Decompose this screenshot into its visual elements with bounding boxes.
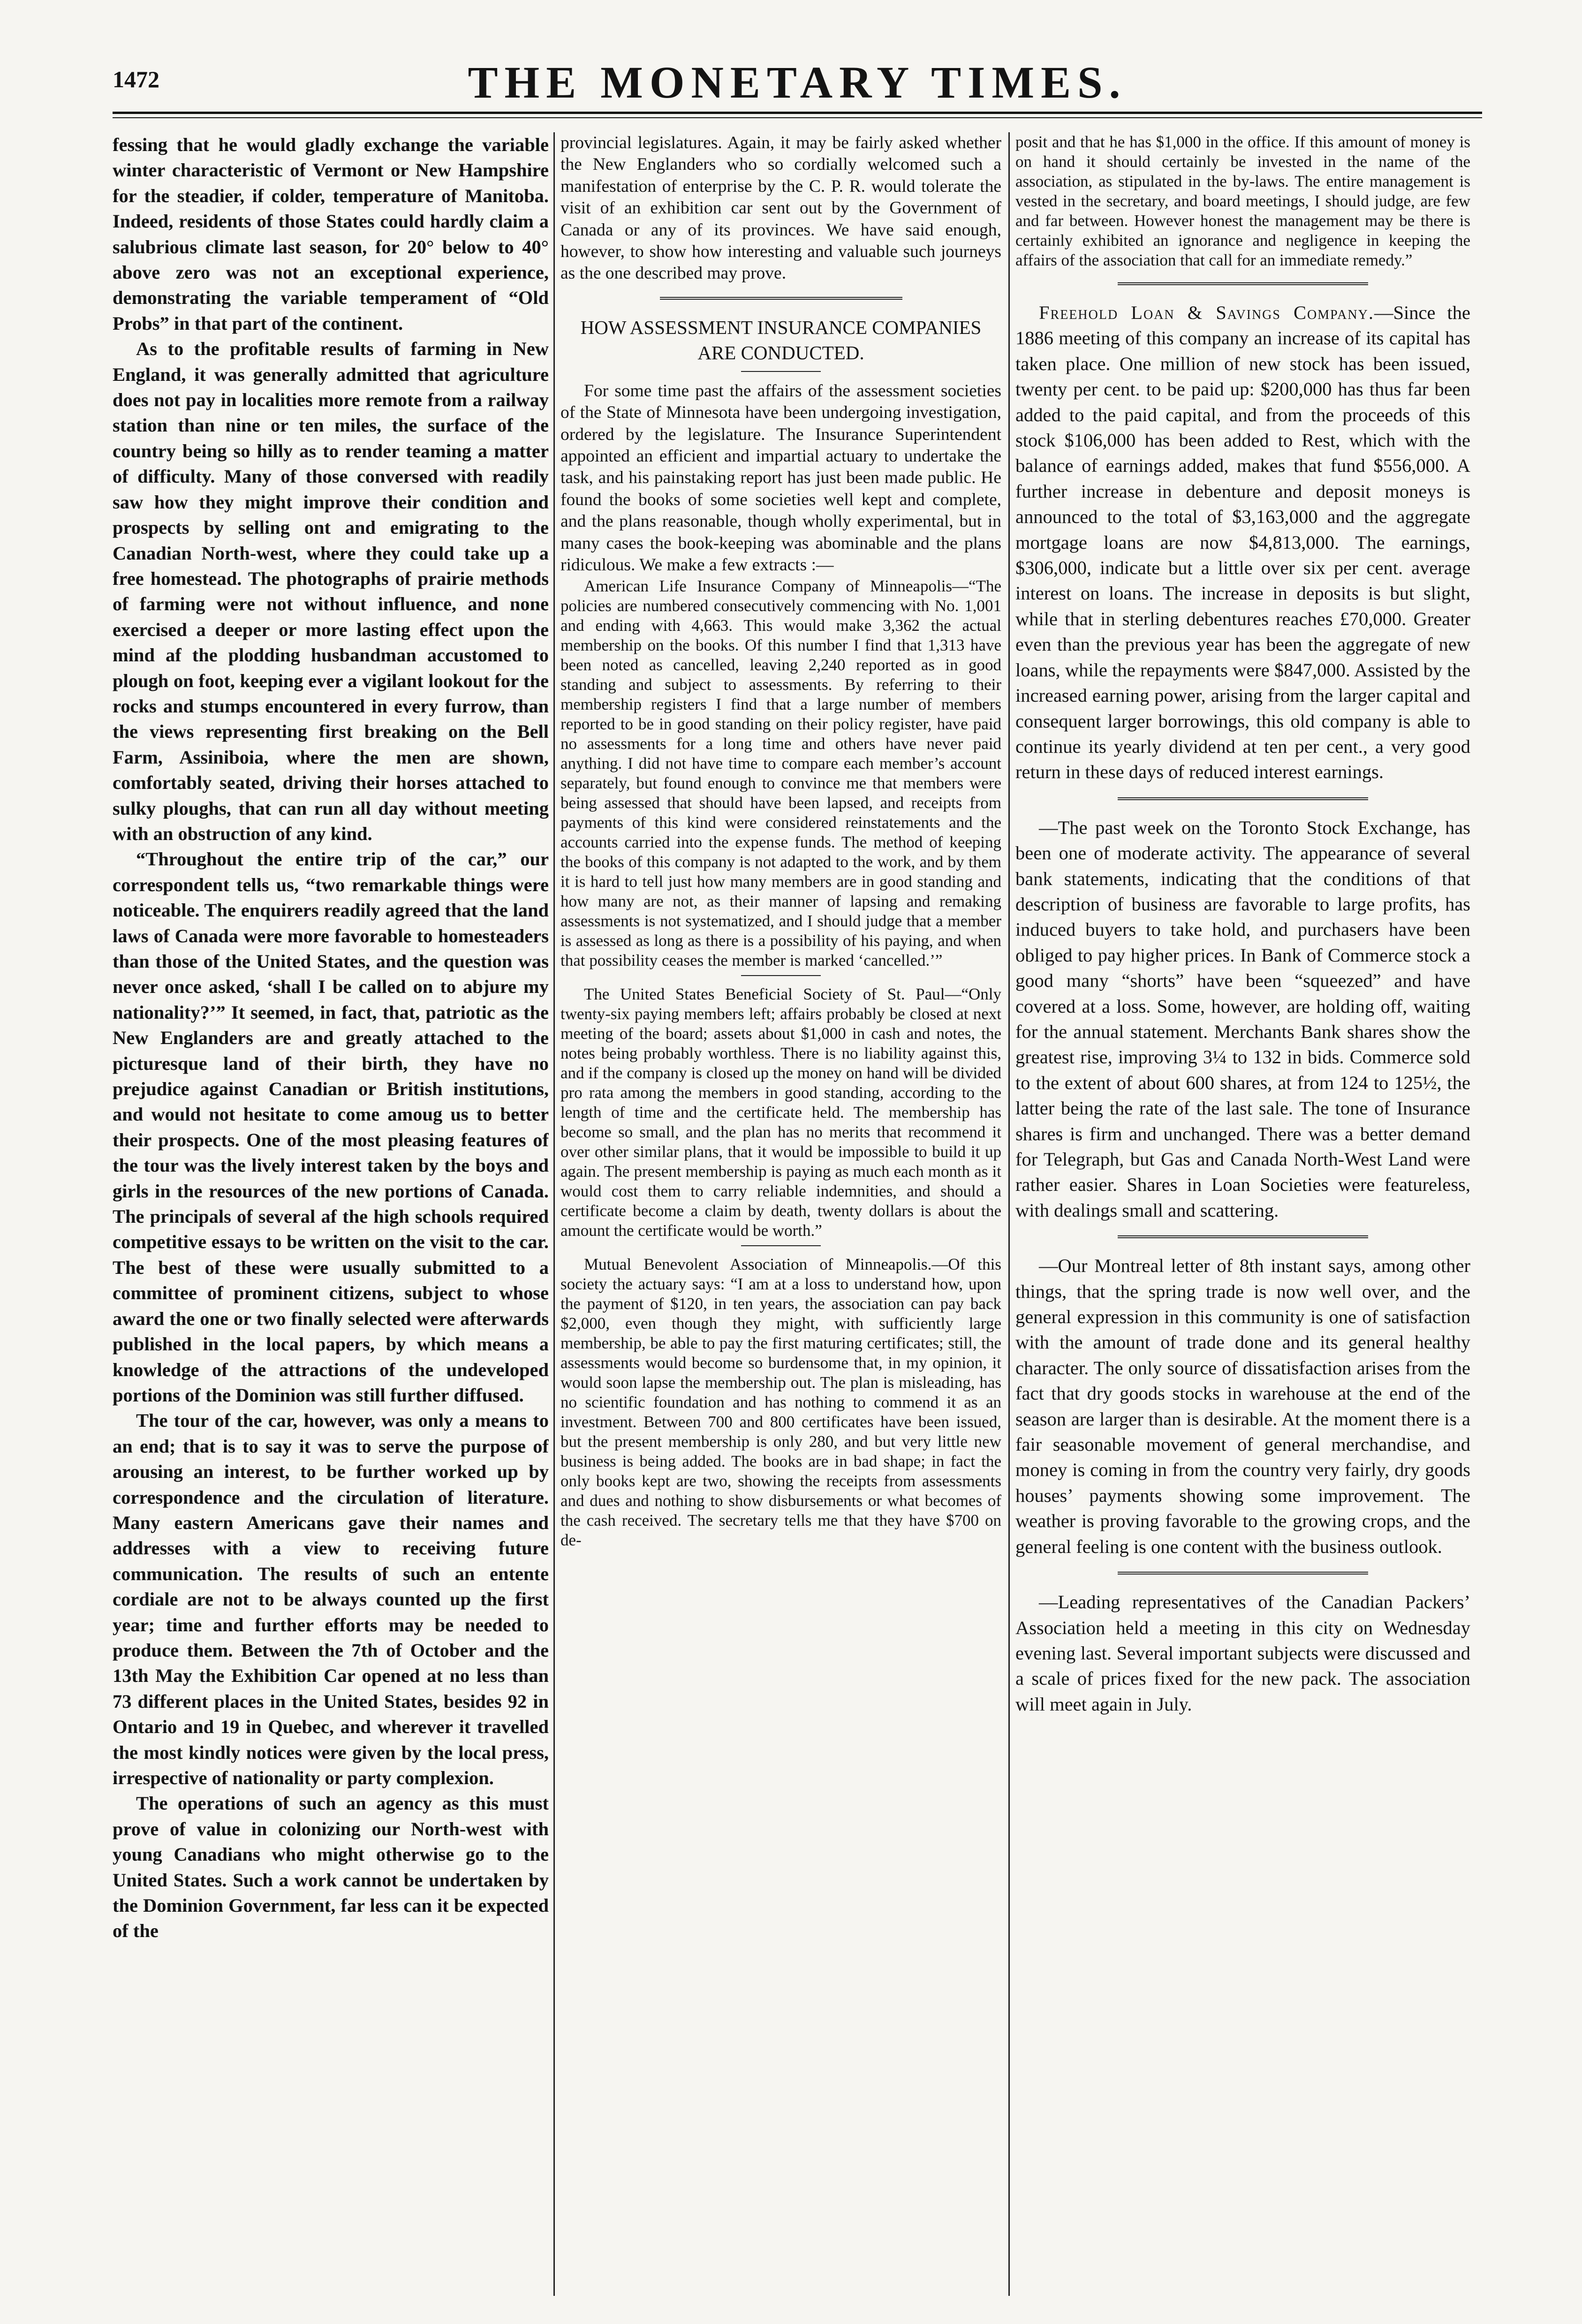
paragraph: fessing that he would gladly exchange the variable winter characteristic of Vermont or New Hampshire for the steadier, if colder, temperature of Manitoba. Indeed, residents of those States could hardly claim a salubrious climate last season, for 20° below to 40° above zero was not an exceptional experience, demonstrating the variable temperament of “Old Probs” in that part of the continent. [113,134,549,334]
section-divider [1118,1572,1368,1577]
column-divider [1008,132,1010,2296]
section-divider [1118,1235,1368,1241]
header-rule [113,112,1482,114]
paragraph: The United States Beneficial Society of St. Paul—“Only twenty-six paying members left; affairs probably be closed at next meeting of the board; assets about $1,000 in cash and notes, the notes being probably worthless. There is no liability against this, and if the company is closed up the money on hand will be divided pro rata among the members in good standing, according to the length of time and the certificate held. The membership has become so small, and the plan has no merits that recommend it over other similar plans, that it would be impossible to build it up again. The present membership is paying as much each month as it would cost them to carry reliable indemnities, and should a certificate become a claim by death, twenty dollars is about the amount the certificate would be worth.” [560,984,1001,1240]
page-header [113,56,1482,108]
paragraph-text: —Since the 1886 meeting of this company an increase of its capital has taken place. One million of new stock has been issued, twenty per cent. to be paid up: $200,000 has thus far been added to the paid capital, and from the proceeds of this stock $106,000 has been added to Rest, which with the balance of earnings added, makes that fund $556,000. A further increase in debenture and deposit moneys is announced to the total of $3,163,000 and the aggregate mortgage loans are now $4,813,000. The earnings, $306,000, indicate but a little over six per cent. average interest on loans. The increase in deposits is but slight, while that in sterling debentures reaches £70,000. Greater even than the previous year has been the aggregate of new loans, while the repayments were $847,000. Assisted by the increased earning power, arising from the larger capital and consequent larger borrowings, this old company is able to continue its yearly dividend at ten per cent., a very good return in these days of reduced interest earnings. [1015,302,1470,783]
section-divider [1118,797,1368,803]
paragraph: The tour of the car, however, was only a means to an end; that is to say it was to serve the purpose of arousing an interest, to be further worked up by correspondence and the circulation of literature. Many eastern Americans gave their names and addresses with a view to receiving future communication. The results of such an entente cordiale are not to be always counted up the first year; time and further efforts may be needed to produce them. Between the 7th of October and the 13th May the Exhibition Car opened at no less than 73 different places in the United States, besides 92 in Ontario and 19 in Quebec, and wherever it travelled the most kindly notices were given by the local press, irrespective of nationality or party complexion. [113,1410,549,1788]
paragraph: American Life Insurance Company of Minneapolis—“The policies are numbered consecutively commencing with No. 1,001 and ending with 4,663. This would make 3,362 the actual membership on the books. Of this number I find that 1,313 have been noted as cancelled, leaving 2,240 reported as in good standing and subject to assessments. By referring to their membership registers I find that a large number of members reported to be in good standing on their policy register, have paid no assessments for a long time and others have never paid anything. I did not have time to compare each member’s account separately, but found enough to convince me that members were being assessed that should have been lapsed, and receipts from payments of this kind were considered reinstatements and the accounts carried into the expense funds. The method of keeping the books of this company is not adapted to the work, and by them it is hard to tell just how many members are in good standing and how many are not, as their manner of lapsing and remaking assessments is not systematized, and I should judge that a member is assessed as long as there is a possibility of his paying, and when that possibility ceases the member is marked ‘cancelled.’” [560,576,1001,969]
short-rule [741,371,820,372]
paragraph: Mutual Benevolent Association of Minneapolis.—Of this society the actuary says: “I am at a loss to understand how, upon the payment of $120, in ten years, the association can pay back $2,000, even though they might, with sufficiently large membership, be able to pay the first maturing certificates; still, the assessments would become so burdensome that, in my opinion, it would soon lapse the membership out. The plan is misleading, has no scientific foundation and has nothing to commend it as an investment. Between 700 and 800 certificates have been issued, but the present membership is only 280, and but very little new business is being added. The books are in bad shape; in fact the only books kept are two, showing the receipts from assessments and dues and nothing to show disbursements or what becomes of the cash received. The secretary tells me that they have $700 on de- [560,1255,1001,1549]
paragraph: —Leading representatives of the Canadian Packers’ Association held a meeting in this city on Wednesday evening last. Several important subjects were discussed and a scale of prices fixed for the new pack. The association will meet again in July. [1015,1591,1470,1715]
paragraph: provincial legislatures. Again, it may be fairly asked whether the New Englanders who so cordially welcomed such a manifestation of enterprise by the C. P. R. would tolerate the visit of an exhibition car sent out by the Government of Canada or any of its provinces. We have said enough, however, to show how interesting and valuable such journeys as the one described may prove. [560,133,1001,283]
paragraph: posit and that he has $1,000 in the office. If this amount of money is on hand it should certainly be invested in the name of the association, as stipulated in the by-laws. The entire management is vested in the secretary, and board meetings, I should judge, are few and far between. However honest the management may be there is certainly exhibited an ignorance and negligence in keeping the affairs of the association that call for an immediate remedy.” [1015,133,1470,269]
paragraph: “Throughout the entire trip of the car,” our correspondent tells us, “two remarkable things were noticeable. The enquirers readily agreed that the land laws of Canada were more favorable to homesteaders than those of the United States, and the question was never once asked, ‘shall I be called on to abjure my nationality?’” It seemed, in fact, that, patriotic as the New Englanders are and greatly attached to the picturesque land of their birth, they have no prejudice against Canadian or British institutions, and would not hesitate to come amoug us to better their prospects. One of the most pleasing features of the tour was the lively interest taken by the boys and girls in the resources of the new portions of Canada. The principals of several af the high schools required competitive essays to be written on the visit to the car. The best of these were usually submitted to a committee of prominent citizens, subject to whose award the one or two finally selected were afterwards published in the local papers, by which means a knowledge of the attractions of the undeveloped portions of the Dominion was still further diffused. [113,848,549,1406]
column-divider [553,132,555,2296]
section-divider [1118,282,1368,288]
column-3 [1015,132,1470,2296]
header-rule-thin [113,117,1482,118]
column-2 [560,132,1001,2296]
page-number: 1472 [113,66,159,92]
freehold-heading: Freehold Loan & Savings Company. [1039,302,1374,323]
paragraph: For some time past the affairs of the assessment societies of the State of Minnesota have been undergoing investigation, ordered by the legislature. The Insurance Superintendent appointed an efficient and impartial actuary to undertake the task, and his painstaking report has just been made public. He found the books of some societies well kept and complete, and the plans reasonable, though wholly experimental, but in many cases the book-keeping was abominable and the plans ridiculous. We make a few extracts :— [560,381,1001,575]
paragraph: The operations of such an agency as this must prove of value in colonizing our North-west with young Canadians who might otherwise go to the United States. Such a work cannot be undertaken by the Dominion Government, far less can it be expected of the [113,1793,549,1942]
section-title: HOW ASSESSMENT INSURANCE COMPANIES ARE CONDUCTED. [580,316,982,363]
section-divider [660,297,902,303]
short-rule [741,1245,820,1246]
paragraph: As to the profitable results of farming in New England, it was generally admitted that agriculture does not pay in localities more remote from a railway station than nine or ten miles, the surface of the country being so hilly as to render teaming a matter of difficulty. Many of those conversed with readily saw how they might improve their condition and prospects by selling ont and emigrating to the Canadian North-west, where they could take up a free homestead. The photographs of prairie methods of farming were not without influence, and none exercised a deeper or more lasting effect upon the mind af the plodding husbandman accustomed to plough on foot, keeping ever a vigilant lookout for the rocks and stumps encountered in every furrow, than the views representing first breaking on the Bell Farm, Assiniboia, where the men are shown, comfortably seated, driving their horses attached to sulky ploughs, that can run all day without meeting with an obstruction of any kind. [113,338,549,844]
paragraph [1015,300,1470,785]
short-rule [741,975,820,976]
column-1 [113,132,549,2296]
paragraph: —The past week on the Toronto Stock Exchange, has been one of moderate activity. The appearance of several bank statements, indicating that the conditions of that description of business are favorable to large profits, has induced buyers to take hold, and purchasers have been obliged to pay higher prices. In Bank of Commerce stock a good many “shorts” have been “squeezed” and have covered at a loss. Some, however, are holding off, waiting for the annual statement. Merchants Bank shares show the greatest rise, improving 3¼ to 132 in bids. Commerce sold to the extent of about 600 shares, at from 124 to 125½, the latter being the rate of the last sale. The tone of Insurance shares is firm and unchanged. There was a better demand for Telegraph, but Gas and Canada North-West Land were rather easier. Shares in Loan Societies were featureless, with dealings small and scattering. [1015,817,1470,1221]
masthead-title: THE MONETARY TIMES. [468,57,1127,107]
paragraph: —Our Montreal letter of 8th instant says, among other things, that the spring trade is now well over, and the general expression in this community is one of satisfaction with the amount of trade done and its general healthy character. The only source of dissatisfaction arises from the fact that dry goods stocks in warehouse at the end of the season are larger than is desirable. At the moment there is a fair seasonable movement of general merchandise, and money is coming in from the country very fairly, dry goods houses’ payments showing some improvement. The weather is proving favorable to the growing crops, and the general feeling is one content with the business outlook. [1015,1255,1470,1557]
